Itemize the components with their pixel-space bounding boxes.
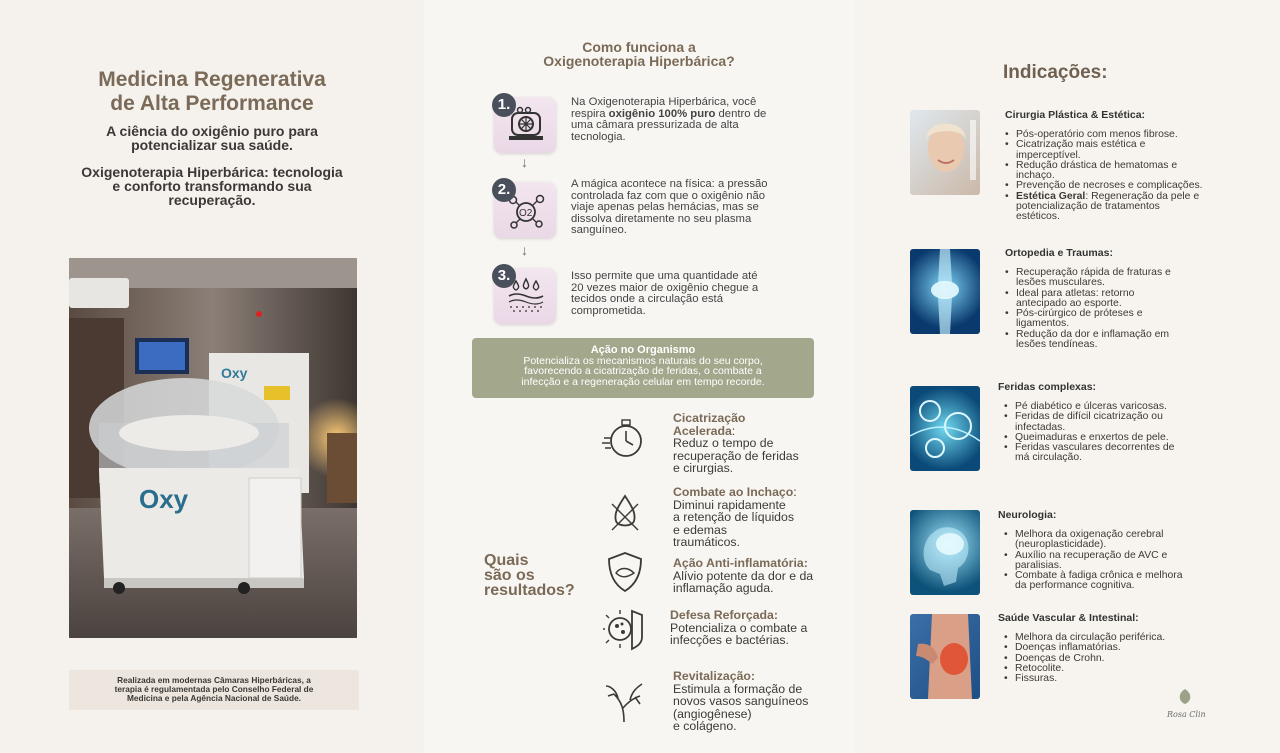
list-item xyxy=(1003,551,1183,572)
list-item xyxy=(1004,330,1171,351)
regulation-note-line-3: Medicina e pela Agência Nacional de Saúde. xyxy=(127,693,301,703)
list-item-text: : Regeneração da pele e xyxy=(1085,190,1200,202)
brain-image xyxy=(910,510,980,595)
result-swelling xyxy=(673,486,797,549)
list-item-text: infectadas. xyxy=(1015,421,1066,433)
section-vascular-list xyxy=(1003,633,1165,684)
list-item-text: da performance cognitiva. xyxy=(1015,580,1135,592)
list-item-text: • Pós-cirúrgico de próteses e xyxy=(1016,308,1143,320)
regulation-note xyxy=(69,670,359,710)
list-item-text: • Fissuras. xyxy=(1015,673,1058,685)
step-3-icon-box xyxy=(492,264,558,324)
list-item-text: • Redução drástica de hematomas e xyxy=(1016,159,1178,171)
result-revitalization-line-2: novos vasos sanguíneos xyxy=(673,694,809,708)
result-revitalization-line-4: e colágeno. xyxy=(673,719,737,733)
step-1-line-2a: respira xyxy=(571,107,609,120)
result-healing-line-3: e cirurgias. xyxy=(673,461,734,475)
how-it-works-title-line-1: Como funciona a xyxy=(582,39,696,55)
list-item-text: (neuroplasticidade). xyxy=(1015,539,1107,551)
list-item-text: lesões musculares. xyxy=(1016,277,1105,289)
list-item xyxy=(1004,268,1171,289)
section-wounds-heading: Feridas complexas: xyxy=(998,381,1097,393)
list-item-bold: Estética Geral xyxy=(1016,190,1086,202)
subtitle-science-line-2: potencializar sua saúde. xyxy=(131,137,293,153)
list-item-text: • Pé diabético e úlceras varicosas. xyxy=(1015,401,1167,412)
result-healing xyxy=(673,412,799,475)
drop-crossed-icon xyxy=(602,490,648,536)
action-line-2: favorecendo a cicatrização de feridas, o combate a xyxy=(524,365,762,377)
result-swelling-line-2: a retenção de líquidos xyxy=(673,510,795,524)
list-item-text: potencialização de tratamentos xyxy=(1016,201,1160,213)
abdomen-image xyxy=(910,614,980,699)
result-healing-line-2: recuperação de feridas xyxy=(673,448,799,463)
list-item xyxy=(1003,412,1174,433)
list-item-text: estéticos. xyxy=(1016,211,1060,223)
list-item-text: má circulação. xyxy=(1015,452,1082,464)
list-item-text: • Ideal para atletas: retorno xyxy=(1016,287,1135,299)
indications-title: Indicações: xyxy=(1003,62,1108,83)
list-item-text: • Cicatrização mais estética e xyxy=(1016,139,1146,151)
bacteria-shield-icon xyxy=(602,605,648,651)
result-revitalization-line-3: (angiogênese) xyxy=(673,706,752,721)
list-item-text: • Melhora da circulação periférica. xyxy=(1015,632,1166,643)
list-item-text: • Combate à fadiga crônica e melhora xyxy=(1015,570,1183,582)
step-1-text xyxy=(571,97,806,143)
results-title-line-2: são os xyxy=(484,567,535,584)
list-item xyxy=(1003,443,1174,464)
list-item-text: • Doenças inflamatórias. xyxy=(1015,642,1121,654)
list-item-text: antecipado ao esporte. xyxy=(1016,297,1122,309)
section-wounds-list xyxy=(1003,402,1174,464)
action-line-1: Potencializa os mecanismos naturais do seu corpo, xyxy=(523,354,763,367)
list-item-text: • Retocolite. xyxy=(1015,662,1065,674)
result-anti-inflammatory-title: Ação Anti-inflamatória: xyxy=(673,556,808,570)
subtitle-technology-line-3: recuperação. xyxy=(168,192,256,208)
arrow-down-icon: ↓ xyxy=(521,154,528,170)
results-title-line-1: Quais xyxy=(484,552,529,569)
list-item-text: • Queimaduras e enxertos de pele. xyxy=(1015,431,1169,443)
result-swelling-line-4: traumáticos. xyxy=(673,535,740,549)
list-item xyxy=(1003,571,1183,592)
step-1-number: 1. xyxy=(492,93,516,117)
result-swelling-title: Combate ao Inchaço xyxy=(673,485,794,499)
result-healing-colon: : xyxy=(731,423,736,438)
step-1-line-4: tecnologia. xyxy=(571,130,626,143)
list-item xyxy=(1003,674,1165,684)
subtitle-technology-line-2: e conforto transformando sua xyxy=(112,178,312,194)
step-2-line-1: A mágica acontece na física: a pressão xyxy=(571,178,768,190)
step-1-bold-oxygen: oxigênio 100% puro xyxy=(608,107,716,120)
result-swelling-line-1: Diminui rapidamente xyxy=(673,497,786,512)
step-3-line-3: tecidos onde a circulação está xyxy=(571,293,723,305)
results-title xyxy=(484,553,575,598)
result-swelling-line-3: e edemas xyxy=(673,522,728,537)
list-item-text: lesões tendíneas. xyxy=(1016,339,1098,351)
regulation-note-line-2: terapia é regulamentada pelo Conselho Federal de xyxy=(114,684,314,694)
subtitle-science xyxy=(0,124,424,152)
step-1-icon-box xyxy=(492,93,558,153)
clinic-signature: Rosa Clin xyxy=(1167,710,1205,719)
step-2-number: 2. xyxy=(492,178,516,202)
main-title xyxy=(0,68,424,116)
how-it-works-title xyxy=(424,40,854,68)
hyperbaric-chamber-photo xyxy=(69,258,357,638)
list-item-text: • Doenças de Crohn. xyxy=(1015,652,1105,664)
result-revitalization-title: Revitalização: xyxy=(673,669,756,683)
clinic-logo xyxy=(1165,686,1205,722)
main-title-line-1: Medicina Regenerativa xyxy=(98,68,326,91)
step-2-icon-box xyxy=(492,178,558,238)
action-line-3: infecção e a regeneração celular em tempo recorde. xyxy=(521,375,765,388)
list-item-text: • Melhora da oxigenação cerebral xyxy=(1015,529,1164,540)
step-3-text xyxy=(571,271,806,317)
section-plastic-surgery-list xyxy=(1004,130,1203,223)
face-image xyxy=(910,110,980,195)
section-plastic-surgery-heading: Cirurgia Plástica & Estética: xyxy=(1005,109,1146,121)
subtitle-technology xyxy=(0,165,424,207)
list-item-text: • Pós-operatório com menos fibrose. xyxy=(1016,129,1178,140)
section-neurology-list xyxy=(1003,530,1183,592)
arrow-down-icon: ↓ xyxy=(521,242,528,258)
result-revitalization xyxy=(673,670,808,733)
result-revitalization-line-1: Estimula a formação de xyxy=(673,681,803,696)
section-orthopedics-heading: Ortopedia e Traumas: xyxy=(1005,247,1113,259)
svg-text:O2: O2 xyxy=(519,208,533,219)
section-vascular-heading: Saúde Vascular & Intestinal: xyxy=(998,612,1139,624)
stopwatch-icon xyxy=(602,416,648,462)
list-item-text: paralisias. xyxy=(1015,559,1062,571)
step-1-line-3: uma câmara pressurizada de alta xyxy=(571,119,739,131)
section-orthopedics-list xyxy=(1004,268,1171,350)
list-item xyxy=(1004,309,1171,330)
step-3-line-2: 20 vezes maior de oxigênio chegue a xyxy=(571,281,759,294)
action-in-body-box xyxy=(472,338,814,398)
list-item xyxy=(1004,289,1171,310)
list-item-text: • Prevenção de necroses e complicações. xyxy=(1016,180,1203,192)
step-2-line-5: sanguíneo. xyxy=(571,224,627,236)
result-defense-line-2: infecções e bactérias. xyxy=(670,633,789,647)
list-item xyxy=(1004,140,1203,161)
list-item xyxy=(1003,530,1183,551)
list-item-text: • Auxílio na recuperação de AVC e xyxy=(1015,549,1168,561)
photo-brand-text: Oxy xyxy=(139,484,189,514)
action-in-body-title: Ação no Organismo xyxy=(590,344,696,356)
list-item-text: • Feridas de difícil cicatrização ou xyxy=(1015,411,1163,423)
shield-icon xyxy=(602,549,648,595)
cells-image xyxy=(910,386,980,471)
subtitle-science-line-1: A ciência do oxigênio puro para xyxy=(106,123,318,139)
result-anti-inflammatory-line-2: inflamação aguda. xyxy=(673,581,774,595)
knee-image xyxy=(910,249,980,334)
list-item-text: • Feridas vasculares decorrentes de xyxy=(1015,442,1175,454)
result-anti-inflammatory xyxy=(673,557,813,595)
step-3-line-1: Isso permite que uma quantidade até xyxy=(571,270,758,282)
step-3-number: 3. xyxy=(492,264,516,288)
left-panel xyxy=(0,0,424,753)
results-title-line-3: resultados? xyxy=(484,582,575,599)
list-item-text: inchaço. xyxy=(1016,170,1055,182)
section-neurology-heading: Neurologia: xyxy=(998,509,1057,521)
step-1-line-2b: dentro de xyxy=(715,107,767,120)
list-item-text: • Redução da dor e inflamação em xyxy=(1016,328,1170,340)
how-it-works-title-line-2: Oxigenoterapia Hiperbárica? xyxy=(543,53,735,69)
result-anti-inflammatory-line-1: Alívio potente da dor e da xyxy=(673,568,814,583)
result-defense-line-1: Potencializa o combate a xyxy=(670,620,808,635)
result-healing-title-2: Acelerada xyxy=(673,423,732,438)
main-title-line-2: de Alta Performance xyxy=(110,92,314,115)
result-healing-title-1: Cicatrização xyxy=(673,411,746,425)
step-3-line-4: comprometida. xyxy=(571,304,646,317)
step-1-line-1: Na Oxigenoterapia Hiperbárica, você xyxy=(571,96,757,108)
result-swelling-colon: : xyxy=(793,485,797,499)
step-2-text xyxy=(571,179,806,237)
result-healing-line-1: Reduz o tempo de xyxy=(673,436,774,450)
right-panel xyxy=(854,0,1280,753)
list-item xyxy=(1004,192,1203,223)
step-2-line-4: dissolva diretamente no seu plasma xyxy=(571,212,752,225)
vessels-icon xyxy=(602,678,648,724)
regulation-note-line-1: Realizada em modernas Câmaras Hiperbáricas, a xyxy=(117,675,311,685)
step-2-line-2: controlada faz com que o oxigênio não xyxy=(571,189,766,202)
list-item xyxy=(1004,161,1203,182)
step-2-line-3: viaje apenas pelas hemácias, mas se xyxy=(571,201,759,213)
list-item-text: • Recuperação rápida de fraturas e xyxy=(1016,267,1171,278)
result-defense-title: Defesa Reforçada: xyxy=(670,608,778,622)
list-item-text: ligamentos. xyxy=(1016,318,1070,330)
subtitle-technology-line-1: Oxigenoterapia Hiperbárica: tecnologia xyxy=(81,164,343,180)
svg-text:Oxy: Oxy xyxy=(221,365,248,381)
middle-panel xyxy=(424,0,854,753)
result-defense xyxy=(670,609,807,647)
list-item-text: imperceptível. xyxy=(1016,149,1081,161)
